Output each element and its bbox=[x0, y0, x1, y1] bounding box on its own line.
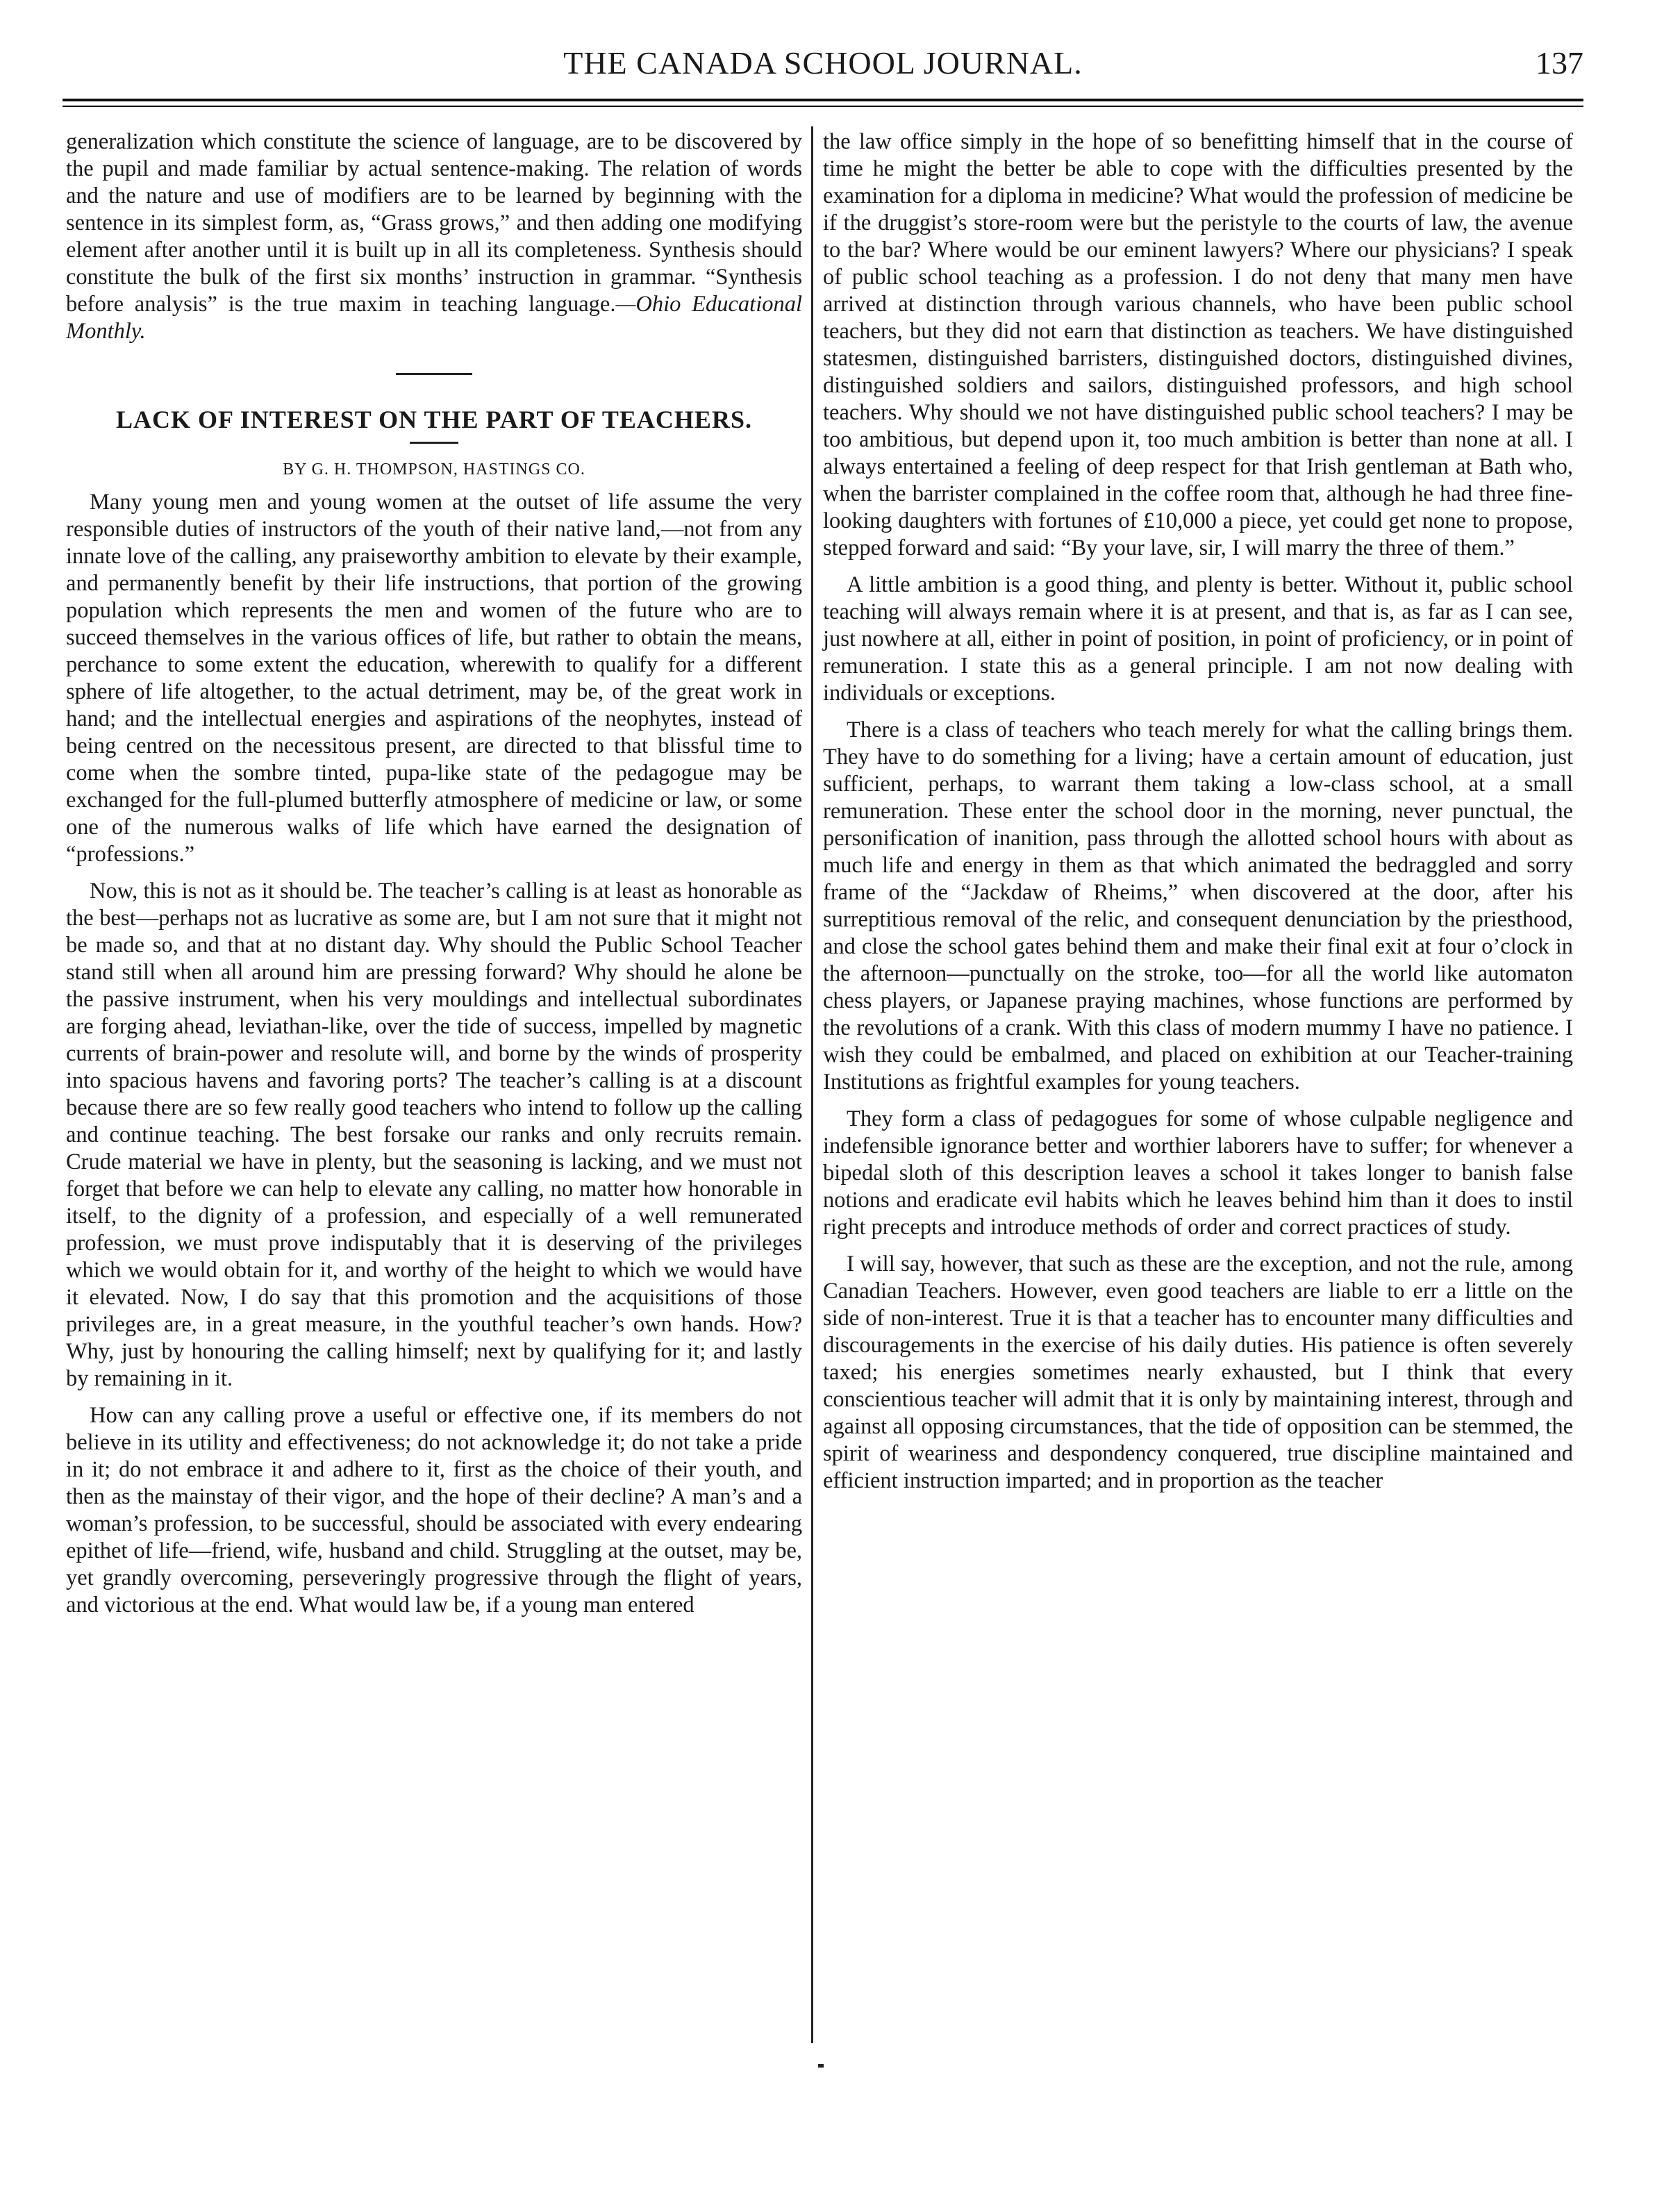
section-divider bbox=[396, 373, 472, 375]
opening-text: generalization which constitute the science of language, are to be discovered by the pupil and made familiar by actual sentence-making. The relation of words and the nature and use of modifiers are to be learned by beginning with the sentence in its simplest form, as, “Grass grows,” and then adding one modifying element after another until it is built up in all its completeness. Synthesis should constitute the bulk of the first six months’ instruction in grammar. “Synthesis before analysis” is the true maxim in teaching language. bbox=[66, 129, 802, 317]
right-column bbox=[823, 128, 1573, 1495]
article-paragraph: There is a class of teachers who teach merely for what the calling brings them. They have to do something for a living; have a certain amount of education, just sufficient, perhaps, to warrant them taking a low-class school, at a small remuneration. These enter the school door in the morning, never punctual, the personification of inanition, pass through the allotted school hours with about as much life and energy in them as that which animated the bedraggled and sorry frame of the “Jackdaw of Rheims,” when discovered at the door, after his surreptitious removal of the relic, and consequent denunciation by the priesthood, and close the school gates behind them and make their final exit at four o’clock in the afternoon—punctually on the stroke, too—for all the world like automaton chess players, or Japanese praying machines, whose functions are performed by the revolutions of a crank. With this class of modern mummy I have no patience. I wish they could be embalmed, and placed on exhibition at our Teacher-training Institutions as frightful examples for young teachers. bbox=[823, 717, 1573, 1095]
article-paragraph: Many young men and young women at the outset of life assume the very responsible duties of instructors of the youth of their native land,—not from any innate love of the calling, any praiseworthy ambition to elevate by their example, and permanently benefit by their life instructions, that portion of the growing population which represents the men and women of the future who are to succeed themselves in the various offices of life, but rather to obtain the means, perchance to some extent the education, wherewith to qualify for a different sphere of life altogether, to the actual detriment, may be, of the great work in hand; and the intellectual energies and aspirations of the neophytes, instead of being centred on the necessitous present, are directed to that blissful time to come when the sombre tinted, pupa-like state of the pedagogue may be exchanged for the full-plumed butterfly atmosphere of medicine or law, or some one of the numerous walks of life which have earned the designation of “professions.” bbox=[66, 490, 802, 867]
article-heading: LACK OF INTEREST ON THE PART OF TEACHERS. bbox=[116, 406, 752, 433]
header-rule-thin bbox=[63, 106, 1583, 107]
journal-title: THE CANADA SCHOOL JOURNAL. bbox=[563, 45, 1083, 81]
article-paragraph: Now, this is not as it should be. The teacher’s calling is at least as honorable as the best—perhaps not as lucrative as some are, but I am not sure that it might not be made so, and that at no distant day. Why should the Public School Teacher stand still when all around him are pressing forward? Why should he alone be the passive instrument, when his very mouldings and intellectual subordinates are forging ahead, leviathan-like, over the tide of success, impelled by magnetic currents of brain-power and resolute will, and borne by the winds of prosperity into spacious havens and favoring ports? The teacher’s calling is at a discount because there are so few really good teachers who intend to follow up the calling and continue teaching. The best forsake our ranks and only recruits remain. Crude material we have in plenty, but the seasoning is lacking, and we must not forget that before we can help to elevate any calling, no matter how honorable in itself, to the dignity of a profession, and especially of a well remunerated profession, we must prove indisputably that it is deserving of the privileges which we would obtain for it, and worthy of the height to which we would have it elevated. Now, I do say that this promotion and the acquisitions of those privileges are, in a great measure, in the youthful teacher’s own hands. How? Why, just by honouring the calling himself; next by qualifying for it; and lastly by remaining in it. bbox=[66, 879, 802, 1391]
heading-rule bbox=[410, 442, 458, 444]
article-paragraph: They form a class of pedagogues for some of whose culpable negligence and indefensible ignorance better and worthier laborers have to suffer; for whenever a bipedal sloth of this description leaves a school it takes longer to banish false notions and eradicate evil habits which he leaves behind him than it does to instil right precepts and introduce methods of order and correct practices of study. bbox=[823, 1106, 1573, 1240]
header-rule-thick bbox=[63, 99, 1583, 101]
opening-paragraph bbox=[66, 128, 802, 345]
page-number: 137 bbox=[1536, 45, 1583, 81]
print-mark bbox=[818, 2064, 824, 2068]
column-divider bbox=[811, 126, 813, 2043]
article-paragraph: How can any calling prove a useful or effective one, if its members do not believe in its utility and effectiveness; do not acknowledge it; do not take a pride in it; do not embrace it and adhere to it, first as the choice of their youth, and then as the mainstay of their vigor, and the hope of their decline? A man’s and a woman’s profession, to be successful, should be associated with every endearing epithet of life—friend, wife, husband and child. Struggling at the outset, may be, yet grandly overcoming, perseveringly progressive through the flight of years, and victorious at the end. What would law be, if a young man entered bbox=[66, 1403, 802, 1618]
article-byline: BY G. H. THOMPSON, HASTINGS CO. bbox=[283, 460, 585, 479]
article-paragraph: I will say, however, that such as these are the exception, and not the rule, among Canadian Teachers. However, even good teachers are liable to err a little on the side of non-interest. True it is that a teacher has to encounter many difficulties and discouragements in the exercise of his daily duties. His patience is often severely taxed; his energies sometimes nearly exhausted, but I think that every conscientious teacher will admit that it is only by maintaining interest, through and against all opposing circumstances, that the tide of opposition can be stemmed, the spirit of weariness and despondency conquered, true discipline maintained and efficient instruction imparted; and in proportion as the teacher bbox=[823, 1251, 1573, 1493]
article-paragraph: the law office simply in the hope of so benefitting himself that in the course of time he might the better be able to cope with the difficulties presented by the examination for a diploma in medicine? What would the profession of medicine be if the druggist’s store-room were but the peristyle to the courts of law, the avenue to the bar? Where would be our eminent lawyers? Where our physicians? I speak of public school teaching as a profession. I do not deny that many men have arrived at distinction through various channels, who have been public school teachers, but they did not earn that distinction as teachers. We have distinguished statesmen, distinguished barristers, distinguished doctors, distinguished divines, distinguished soldiers and sailors, distinguished professors, and high school teachers. Why should we not have distinguished public school teachers? I may be too ambitious, but depend upon it, too much ambition is better than none at all. I always entertained a feeling of deep respect for that Irish gentleman at Bath who, when the barrister complained in the coffee room that, although he had three fine-looking daughters with fortunes of £10,000 a piece, yet could get none to propose, stepped forward and said: “By your lave, sir, I will marry the three of them.” bbox=[823, 129, 1573, 560]
left-column bbox=[66, 128, 802, 1619]
page-header bbox=[63, 40, 1583, 89]
opening-source: —Ohio Educational Monthly. bbox=[66, 292, 803, 344]
article-paragraph: A little ambition is a good thing, and plenty is better. Without it, public school teaching will always remain where it is at present, and that is, as far as I can see, just nowhere at all, either in point of position, in point of proficiency, or in point of remuneration. I state this as a general principle. I am not now dealing with individuals or exceptions. bbox=[823, 572, 1573, 706]
